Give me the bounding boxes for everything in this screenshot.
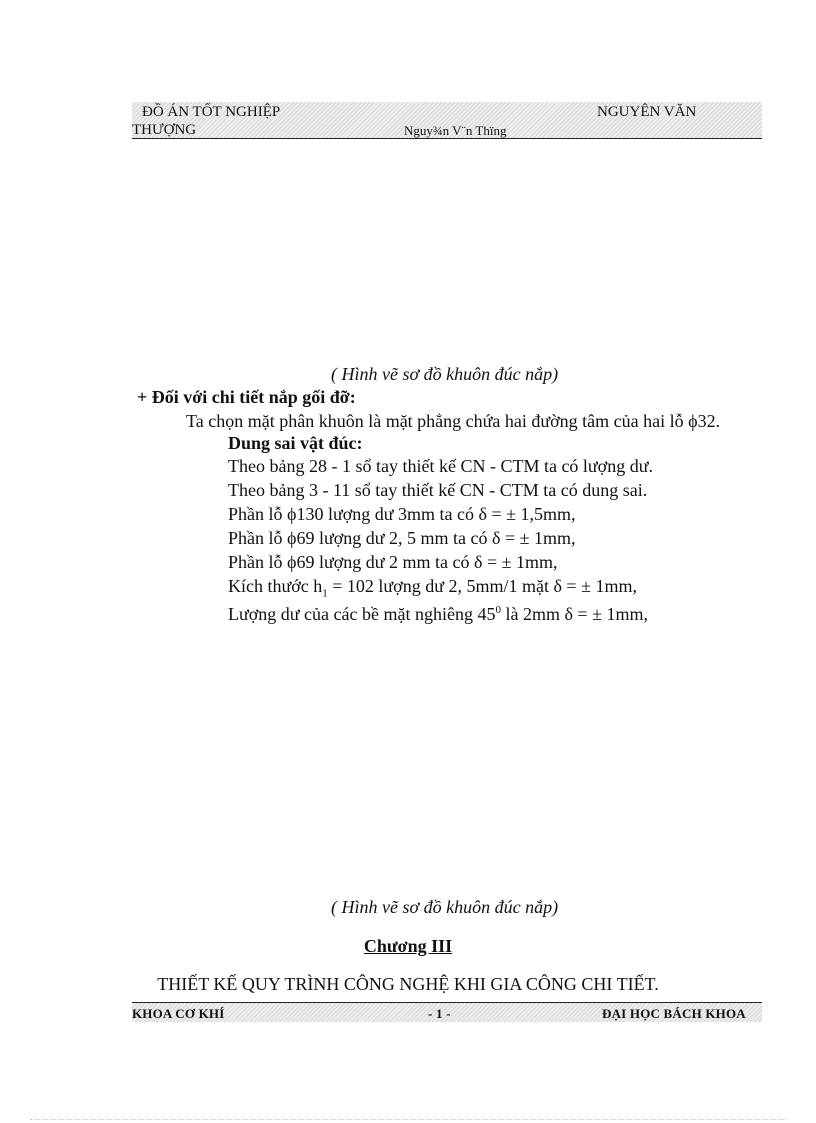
list-item: Theo bảng 28 - 1 sổ tay thiết kế CN - CTM ta có lượng dư.	[228, 456, 653, 476]
section-intro: Ta chọn mặt phân khuôn là mặt phẳng chứa hai đường tâm của hai lỗ ϕ32.	[186, 411, 721, 431]
incline-prefix: Lượng dư của các bề mặt nghiêng 45	[228, 604, 496, 624]
page-bottom-rule	[30, 1119, 786, 1120]
header-left-line1: ĐỒ ÁN TỐT NGHIỆP	[142, 104, 281, 120]
list-item: Phần lỗ ϕ69 lượng dư 2, 5 mm ta có δ = ± 1mm,	[228, 528, 576, 548]
footer-page-number: - 1 -	[428, 1006, 451, 1021]
h1-prefix: Kích thước h	[228, 576, 323, 596]
incline-suffix: là 2mm δ = ± 1mm,	[500, 604, 648, 624]
header-author: Nguy¾n V¨n Thïng	[404, 123, 507, 138]
list-item: Theo bảng 3 - 11 sổ tay thiết kế CN - CTM ta có dung sai.	[228, 480, 648, 500]
h1-suffix: = 102 lượng dư 2, 5mm/1 mặt δ = ± 1mm,	[327, 576, 637, 596]
figure-caption-2: ( Hình vẽ sơ đồ khuôn đúc nắp)	[331, 897, 559, 917]
plus-bullet-icon: +	[137, 387, 148, 407]
list-item: Phần lỗ ϕ130 lượng dư 3mm ta có δ = ± 1,5mm,	[228, 504, 576, 524]
header-right: NGUYÊN VĂN	[597, 104, 697, 120]
section-heading-text: Đối với chi tiết nắp gối đỡ:	[151, 387, 356, 407]
list-item: Phần lỗ ϕ69 lượng dư 2 mm ta có δ = ± 1mm,	[228, 552, 558, 572]
figure-caption-1: ( Hình vẽ sơ đồ khuôn đúc nắp)	[331, 364, 559, 384]
header-left-line2: THƯỢNG	[132, 122, 197, 138]
chapter-title: THIẾT KẾ QUY TRÌNH CÔNG NGHỆ KHI GIA CÔNG CHI TIẾT.	[157, 974, 659, 994]
incline-superscript: 0	[495, 604, 501, 616]
list-item-incline	[228, 599, 648, 625]
h1-subscript: 1	[322, 587, 328, 600]
section-subheading: Dung sai vật đúc:	[228, 433, 363, 453]
footer-left: KHOA CƠ KHÍ	[132, 1006, 225, 1021]
section-heading	[137, 386, 356, 408]
chapter-heading: Chương III	[363, 936, 453, 956]
footer-right: ĐẠI HỌC BÁCH KHOA	[602, 1006, 746, 1021]
page-header	[132, 102, 762, 139]
page-footer	[132, 1002, 762, 1022]
